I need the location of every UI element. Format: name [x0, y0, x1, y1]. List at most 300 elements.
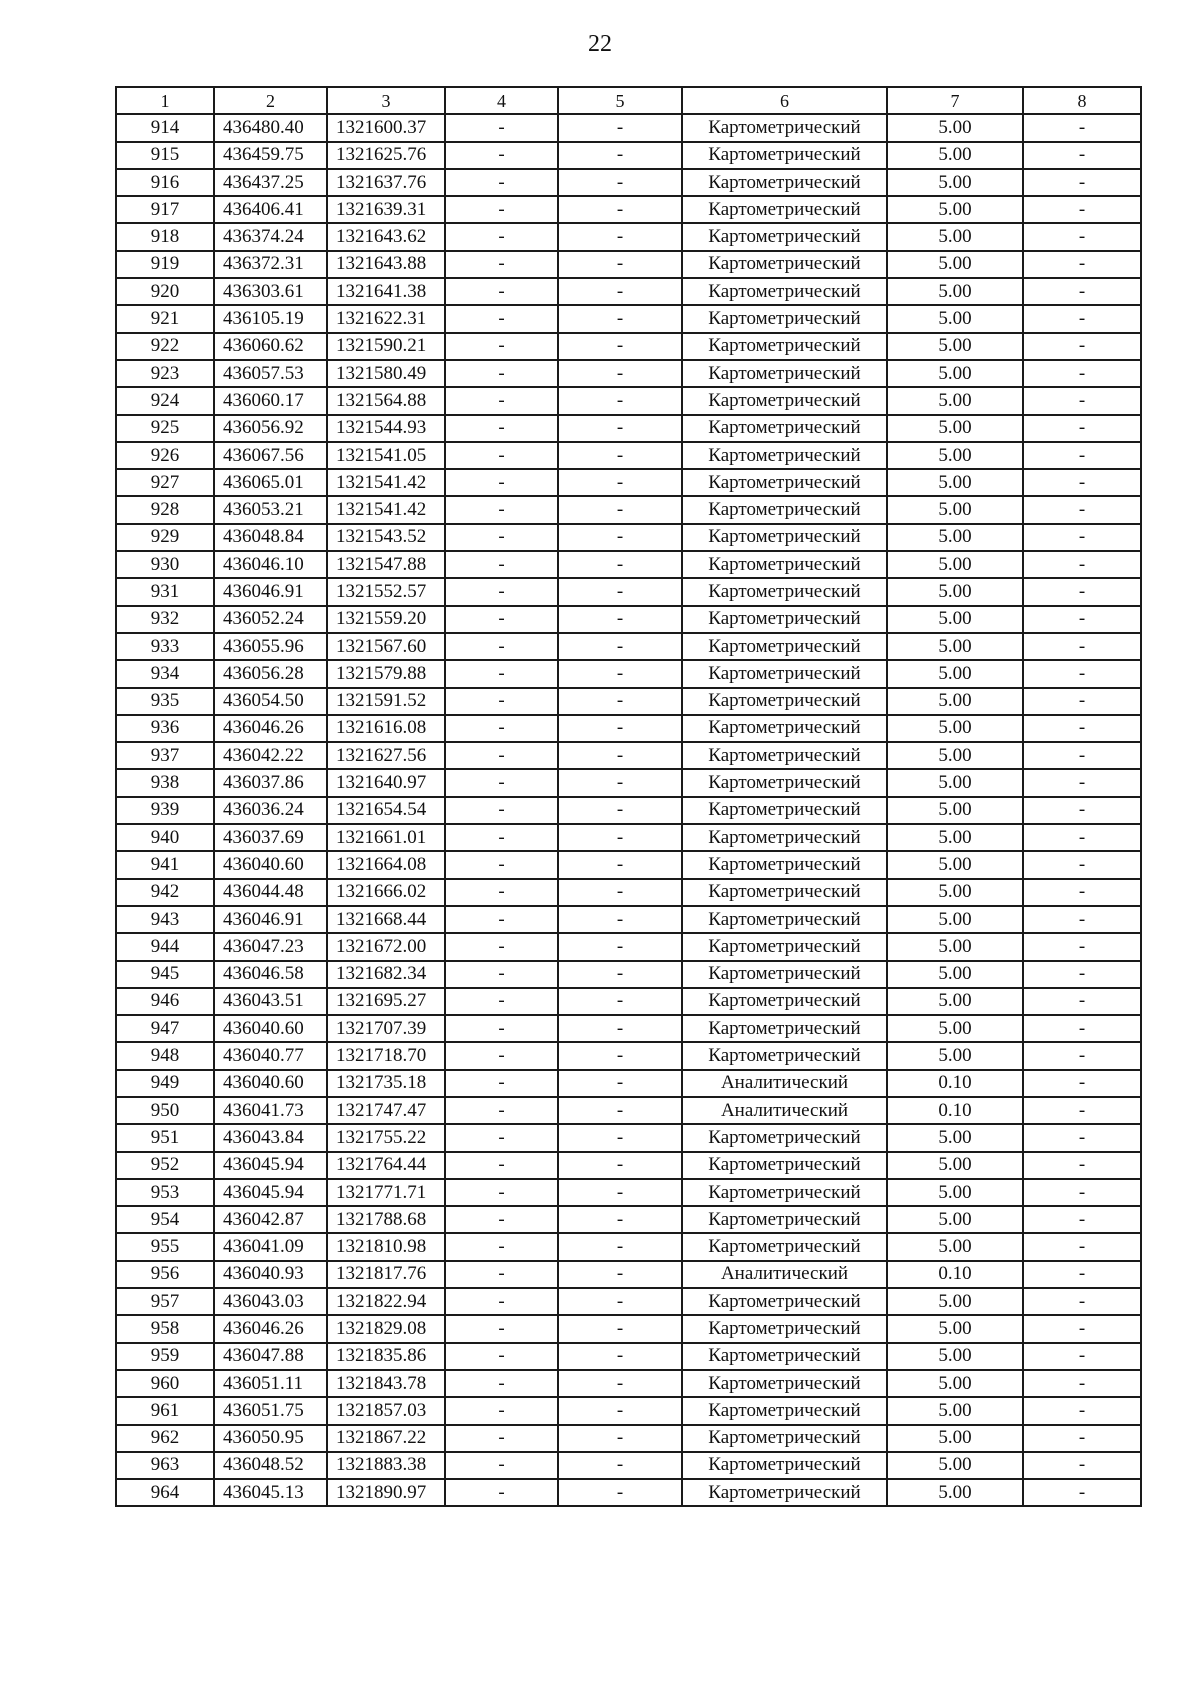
x-coordinate-cell: 436105.19 — [214, 305, 327, 332]
column-header: 4 — [445, 87, 558, 114]
method-cell: Картометрический — [682, 1288, 887, 1315]
method-cell: Картометрический — [682, 1315, 887, 1342]
point-number-cell: 935 — [116, 688, 214, 715]
accuracy-cell: 5.00 — [887, 1015, 1023, 1042]
accuracy-cell: 5.00 — [887, 1315, 1023, 1342]
table-row — [116, 223, 1141, 250]
point-number-cell: 962 — [116, 1425, 214, 1452]
column-4-cell: - — [445, 1015, 558, 1042]
column-5-cell: - — [558, 1452, 682, 1479]
method-cell: Картометрический — [682, 1233, 887, 1260]
method-cell: Картометрический — [682, 1343, 887, 1370]
x-coordinate-cell: 436046.26 — [214, 1315, 327, 1342]
column-4-cell: - — [445, 1261, 558, 1288]
column-8-cell: - — [1023, 142, 1141, 169]
column-4-cell: - — [445, 1343, 558, 1370]
column-4-cell: - — [445, 415, 558, 442]
accuracy-cell: 5.00 — [887, 988, 1023, 1015]
point-number-cell: 921 — [116, 305, 214, 332]
column-8-cell: - — [1023, 196, 1141, 223]
column-8-cell: - — [1023, 715, 1141, 742]
column-8-cell: - — [1023, 442, 1141, 469]
accuracy-cell: 5.00 — [887, 715, 1023, 742]
x-coordinate-cell: 436459.75 — [214, 142, 327, 169]
column-4-cell: - — [445, 469, 558, 496]
method-cell: Картометрический — [682, 196, 887, 223]
accuracy-cell: 5.00 — [887, 142, 1023, 169]
column-5-cell: - — [558, 1124, 682, 1151]
y-coordinate-cell: 1321637.76 — [327, 169, 445, 196]
y-coordinate-cell: 1321867.22 — [327, 1425, 445, 1452]
x-coordinate-cell: 436065.01 — [214, 469, 327, 496]
table-row — [116, 469, 1141, 496]
column-5-cell: - — [558, 1070, 682, 1097]
x-coordinate-cell: 436054.50 — [214, 688, 327, 715]
column-8-cell: - — [1023, 1042, 1141, 1069]
column-4-cell: - — [445, 906, 558, 933]
accuracy-cell: 5.00 — [887, 1206, 1023, 1233]
column-8-cell: - — [1023, 251, 1141, 278]
y-coordinate-cell: 1321600.37 — [327, 114, 445, 141]
column-4-cell: - — [445, 1097, 558, 1124]
x-coordinate-cell: 436043.03 — [214, 1288, 327, 1315]
column-8-cell: - — [1023, 1179, 1141, 1206]
column-8-cell: - — [1023, 1233, 1141, 1260]
column-5-cell: - — [558, 1343, 682, 1370]
y-coordinate-cell: 1321547.88 — [327, 551, 445, 578]
method-cell: Картометрический — [682, 114, 887, 141]
column-8-cell: - — [1023, 578, 1141, 605]
method-cell: Картометрический — [682, 1124, 887, 1151]
table-row — [116, 769, 1141, 796]
column-5-cell: - — [558, 906, 682, 933]
page-number: 22 — [588, 31, 612, 57]
column-8-cell: - — [1023, 1015, 1141, 1042]
accuracy-cell: 5.00 — [887, 1370, 1023, 1397]
method-cell: Картометрический — [682, 278, 887, 305]
method-cell: Аналитический — [682, 1261, 887, 1288]
x-coordinate-cell: 436303.61 — [214, 278, 327, 305]
point-number-cell: 915 — [116, 142, 214, 169]
x-coordinate-cell: 436046.10 — [214, 551, 327, 578]
point-number-cell: 916 — [116, 169, 214, 196]
column-5-cell: - — [558, 769, 682, 796]
column-4-cell: - — [445, 742, 558, 769]
accuracy-cell: 5.00 — [887, 879, 1023, 906]
column-4-cell: - — [445, 851, 558, 878]
column-8-cell: - — [1023, 688, 1141, 715]
table-row — [116, 251, 1141, 278]
column-4-cell: - — [445, 988, 558, 1015]
y-coordinate-cell: 1321639.31 — [327, 196, 445, 223]
column-5-cell: - — [558, 1097, 682, 1124]
column-5-cell: - — [558, 1397, 682, 1424]
y-coordinate-cell: 1321771.71 — [327, 1179, 445, 1206]
method-cell: Картометрический — [682, 633, 887, 660]
point-number-cell: 929 — [116, 524, 214, 551]
table-row — [116, 688, 1141, 715]
accuracy-cell: 5.00 — [887, 1124, 1023, 1151]
method-cell: Картометрический — [682, 1370, 887, 1397]
y-coordinate-cell: 1321640.97 — [327, 769, 445, 796]
accuracy-cell: 5.00 — [887, 305, 1023, 332]
point-number-cell: 955 — [116, 1233, 214, 1260]
x-coordinate-cell: 436053.21 — [214, 496, 327, 523]
table-row — [116, 1288, 1141, 1315]
y-coordinate-cell: 1321735.18 — [327, 1070, 445, 1097]
table-row — [116, 169, 1141, 196]
column-header: 2 — [214, 87, 327, 114]
point-number-cell: 917 — [116, 196, 214, 223]
y-coordinate-cell: 1321822.94 — [327, 1288, 445, 1315]
column-4-cell: - — [445, 660, 558, 687]
method-cell: Картометрический — [682, 387, 887, 414]
point-number-cell: 941 — [116, 851, 214, 878]
accuracy-cell: 5.00 — [887, 551, 1023, 578]
table-row — [116, 715, 1141, 742]
column-4-cell: - — [445, 1152, 558, 1179]
y-coordinate-cell: 1321890.97 — [327, 1479, 445, 1506]
point-number-cell: 932 — [116, 606, 214, 633]
table-row — [116, 305, 1141, 332]
column-5-cell: - — [558, 606, 682, 633]
column-5-cell: - — [558, 251, 682, 278]
column-5-cell: - — [558, 1233, 682, 1260]
table-row — [116, 606, 1141, 633]
column-4-cell: - — [445, 278, 558, 305]
y-coordinate-cell: 1321764.44 — [327, 1152, 445, 1179]
x-coordinate-cell: 436480.40 — [214, 114, 327, 141]
table-row — [116, 1370, 1141, 1397]
accuracy-cell: 5.00 — [887, 933, 1023, 960]
accuracy-cell: 5.00 — [887, 633, 1023, 660]
method-cell: Картометрический — [682, 1015, 887, 1042]
column-4-cell: - — [445, 933, 558, 960]
column-8-cell: - — [1023, 933, 1141, 960]
accuracy-cell: 5.00 — [887, 114, 1023, 141]
column-8-cell: - — [1023, 278, 1141, 305]
y-coordinate-cell: 1321668.44 — [327, 906, 445, 933]
column-8-cell: - — [1023, 469, 1141, 496]
x-coordinate-cell: 436067.56 — [214, 442, 327, 469]
table-body — [116, 114, 1141, 1506]
column-4-cell: - — [445, 606, 558, 633]
column-8-cell: - — [1023, 742, 1141, 769]
column-4-cell: - — [445, 578, 558, 605]
column-8-cell: - — [1023, 1425, 1141, 1452]
column-8-cell: - — [1023, 797, 1141, 824]
accuracy-cell: 5.00 — [887, 1397, 1023, 1424]
point-number-cell: 938 — [116, 769, 214, 796]
point-number-cell: 924 — [116, 387, 214, 414]
column-8-cell: - — [1023, 851, 1141, 878]
column-4-cell: - — [445, 1479, 558, 1506]
column-4-cell: - — [445, 496, 558, 523]
column-5-cell: - — [558, 469, 682, 496]
accuracy-cell: 5.00 — [887, 169, 1023, 196]
x-coordinate-cell: 436040.60 — [214, 1070, 327, 1097]
y-coordinate-cell: 1321755.22 — [327, 1124, 445, 1151]
column-8-cell: - — [1023, 114, 1141, 141]
table-row — [116, 1479, 1141, 1506]
point-number-cell: 964 — [116, 1479, 214, 1506]
x-coordinate-cell: 436040.93 — [214, 1261, 327, 1288]
column-5-cell: - — [558, 496, 682, 523]
accuracy-cell: 5.00 — [887, 1233, 1023, 1260]
accuracy-cell: 5.00 — [887, 278, 1023, 305]
table-row — [116, 824, 1141, 851]
column-5-cell: - — [558, 1261, 682, 1288]
column-4-cell: - — [445, 551, 558, 578]
accuracy-cell: 5.00 — [887, 1479, 1023, 1506]
y-coordinate-cell: 1321817.76 — [327, 1261, 445, 1288]
x-coordinate-cell: 436060.17 — [214, 387, 327, 414]
point-number-cell: 957 — [116, 1288, 214, 1315]
column-8-cell: - — [1023, 1479, 1141, 1506]
table-row — [116, 360, 1141, 387]
column-4-cell: - — [445, 715, 558, 742]
y-coordinate-cell: 1321544.93 — [327, 415, 445, 442]
column-8-cell: - — [1023, 305, 1141, 332]
table-row — [116, 142, 1141, 169]
column-5-cell: - — [558, 578, 682, 605]
column-5-cell: - — [558, 1425, 682, 1452]
method-cell: Картометрический — [682, 742, 887, 769]
column-header: 3 — [327, 87, 445, 114]
table-row — [116, 906, 1141, 933]
point-number-cell: 926 — [116, 442, 214, 469]
column-5-cell: - — [558, 524, 682, 551]
y-coordinate-cell: 1321579.88 — [327, 660, 445, 687]
x-coordinate-cell: 436374.24 — [214, 223, 327, 250]
x-coordinate-cell: 436045.94 — [214, 1152, 327, 1179]
accuracy-cell: 0.10 — [887, 1097, 1023, 1124]
column-4-cell: - — [445, 633, 558, 660]
accuracy-cell: 5.00 — [887, 906, 1023, 933]
x-coordinate-cell: 436046.91 — [214, 906, 327, 933]
point-number-cell: 954 — [116, 1206, 214, 1233]
y-coordinate-cell: 1321616.08 — [327, 715, 445, 742]
y-coordinate-cell: 1321672.00 — [327, 933, 445, 960]
accuracy-cell: 5.00 — [887, 251, 1023, 278]
column-8-cell: - — [1023, 1261, 1141, 1288]
accuracy-cell: 5.00 — [887, 1343, 1023, 1370]
method-cell: Картометрический — [682, 824, 887, 851]
table-row — [116, 1315, 1141, 1342]
table-row — [116, 415, 1141, 442]
x-coordinate-cell: 436040.60 — [214, 851, 327, 878]
column-header: 8 — [1023, 87, 1141, 114]
method-cell: Картометрический — [682, 442, 887, 469]
method-cell: Картометрический — [682, 223, 887, 250]
y-coordinate-cell: 1321661.01 — [327, 824, 445, 851]
table-row — [116, 442, 1141, 469]
method-cell: Картометрический — [682, 906, 887, 933]
column-5-cell: - — [558, 1015, 682, 1042]
table-row — [116, 578, 1141, 605]
column-header: 5 — [558, 87, 682, 114]
column-8-cell: - — [1023, 1370, 1141, 1397]
accuracy-cell: 0.10 — [887, 1261, 1023, 1288]
column-4-cell: - — [445, 1233, 558, 1260]
table-row — [116, 1397, 1141, 1424]
x-coordinate-cell: 436048.52 — [214, 1452, 327, 1479]
column-5-cell: - — [558, 442, 682, 469]
method-cell: Картометрический — [682, 305, 887, 332]
y-coordinate-cell: 1321835.86 — [327, 1343, 445, 1370]
x-coordinate-cell: 436046.58 — [214, 961, 327, 988]
column-4-cell: - — [445, 797, 558, 824]
point-number-cell: 923 — [116, 360, 214, 387]
table-row — [116, 1097, 1141, 1124]
point-number-cell: 920 — [116, 278, 214, 305]
accuracy-cell: 5.00 — [887, 196, 1023, 223]
table-row — [116, 933, 1141, 960]
x-coordinate-cell: 436040.77 — [214, 1042, 327, 1069]
point-number-cell: 950 — [116, 1097, 214, 1124]
y-coordinate-cell: 1321591.52 — [327, 688, 445, 715]
column-5-cell: - — [558, 114, 682, 141]
column-5-cell: - — [558, 933, 682, 960]
column-5-cell: - — [558, 196, 682, 223]
x-coordinate-cell: 436043.51 — [214, 988, 327, 1015]
accuracy-cell: 5.00 — [887, 688, 1023, 715]
column-5-cell: - — [558, 387, 682, 414]
x-coordinate-cell: 436057.53 — [214, 360, 327, 387]
column-4-cell: - — [445, 1370, 558, 1397]
x-coordinate-cell: 436406.41 — [214, 196, 327, 223]
column-4-cell: - — [445, 333, 558, 360]
point-number-cell: 956 — [116, 1261, 214, 1288]
point-number-cell: 948 — [116, 1042, 214, 1069]
method-cell: Картометрический — [682, 879, 887, 906]
column-5-cell: - — [558, 1206, 682, 1233]
method-cell: Картометрический — [682, 1042, 887, 1069]
column-4-cell: - — [445, 387, 558, 414]
column-4-cell: - — [445, 114, 558, 141]
point-number-cell: 947 — [116, 1015, 214, 1042]
column-8-cell: - — [1023, 169, 1141, 196]
accuracy-cell: 5.00 — [887, 824, 1023, 851]
table-row — [116, 961, 1141, 988]
y-coordinate-cell: 1321643.62 — [327, 223, 445, 250]
method-cell: Картометрический — [682, 606, 887, 633]
column-4-cell: - — [445, 196, 558, 223]
accuracy-cell: 5.00 — [887, 578, 1023, 605]
accuracy-cell: 5.00 — [887, 442, 1023, 469]
method-cell: Картометрический — [682, 1152, 887, 1179]
method-cell: Картометрический — [682, 961, 887, 988]
x-coordinate-cell: 436046.26 — [214, 715, 327, 742]
y-coordinate-cell: 1321541.05 — [327, 442, 445, 469]
x-coordinate-cell: 436045.94 — [214, 1179, 327, 1206]
column-4-cell: - — [445, 524, 558, 551]
x-coordinate-cell: 436041.09 — [214, 1233, 327, 1260]
x-coordinate-cell: 436042.87 — [214, 1206, 327, 1233]
column-8-cell: - — [1023, 1124, 1141, 1151]
column-4-cell: - — [445, 360, 558, 387]
point-number-cell: 933 — [116, 633, 214, 660]
y-coordinate-cell: 1321543.52 — [327, 524, 445, 551]
point-number-cell: 922 — [116, 333, 214, 360]
method-cell: Картометрический — [682, 251, 887, 278]
accuracy-cell: 5.00 — [887, 524, 1023, 551]
point-number-cell: 959 — [116, 1343, 214, 1370]
x-coordinate-cell: 436372.31 — [214, 251, 327, 278]
y-coordinate-cell: 1321810.98 — [327, 1233, 445, 1260]
table-row — [116, 879, 1141, 906]
point-number-cell: 942 — [116, 879, 214, 906]
column-8-cell: - — [1023, 333, 1141, 360]
accuracy-cell: 5.00 — [887, 1452, 1023, 1479]
method-cell: Картометрический — [682, 524, 887, 551]
y-coordinate-cell: 1321622.31 — [327, 305, 445, 332]
column-5-cell: - — [558, 1288, 682, 1315]
column-5-cell: - — [558, 961, 682, 988]
column-4-cell: - — [445, 1315, 558, 1342]
column-8-cell: - — [1023, 524, 1141, 551]
table-header — [116, 87, 1141, 114]
table-row — [116, 1343, 1141, 1370]
method-cell: Картометрический — [682, 360, 887, 387]
point-number-cell: 931 — [116, 578, 214, 605]
table-row — [116, 1233, 1141, 1260]
x-coordinate-cell: 436051.75 — [214, 1397, 327, 1424]
column-4-cell: - — [445, 1425, 558, 1452]
y-coordinate-cell: 1321857.03 — [327, 1397, 445, 1424]
method-cell: Картометрический — [682, 551, 887, 578]
column-5-cell: - — [558, 169, 682, 196]
accuracy-cell: 0.10 — [887, 1070, 1023, 1097]
column-8-cell: - — [1023, 223, 1141, 250]
x-coordinate-cell: 436056.28 — [214, 660, 327, 687]
x-coordinate-cell: 436046.91 — [214, 578, 327, 605]
column-5-cell: - — [558, 142, 682, 169]
method-cell: Картометрический — [682, 988, 887, 1015]
column-5-cell: - — [558, 879, 682, 906]
column-4-cell: - — [445, 305, 558, 332]
method-cell: Картометрический — [682, 496, 887, 523]
y-coordinate-cell: 1321567.60 — [327, 633, 445, 660]
method-cell: Картометрический — [682, 933, 887, 960]
table-row — [116, 496, 1141, 523]
column-8-cell: - — [1023, 1343, 1141, 1370]
table-row — [116, 551, 1141, 578]
method-cell: Картометрический — [682, 797, 887, 824]
x-coordinate-cell: 436437.25 — [214, 169, 327, 196]
method-cell: Картометрический — [682, 142, 887, 169]
method-cell: Картометрический — [682, 851, 887, 878]
table-row — [116, 114, 1141, 141]
table-row — [116, 1206, 1141, 1233]
y-coordinate-cell: 1321883.38 — [327, 1452, 445, 1479]
method-cell: Картометрический — [682, 333, 887, 360]
accuracy-cell: 5.00 — [887, 742, 1023, 769]
column-4-cell: - — [445, 169, 558, 196]
method-cell: Картометрический — [682, 469, 887, 496]
method-cell: Картометрический — [682, 660, 887, 687]
column-4-cell: - — [445, 824, 558, 851]
x-coordinate-cell: 436040.60 — [214, 1015, 327, 1042]
table-row — [116, 797, 1141, 824]
column-header: 1 — [116, 87, 214, 114]
table-row — [116, 1124, 1141, 1151]
column-5-cell: - — [558, 1370, 682, 1397]
column-8-cell: - — [1023, 660, 1141, 687]
table-row — [116, 988, 1141, 1015]
column-8-cell: - — [1023, 769, 1141, 796]
y-coordinate-cell: 1321829.08 — [327, 1315, 445, 1342]
